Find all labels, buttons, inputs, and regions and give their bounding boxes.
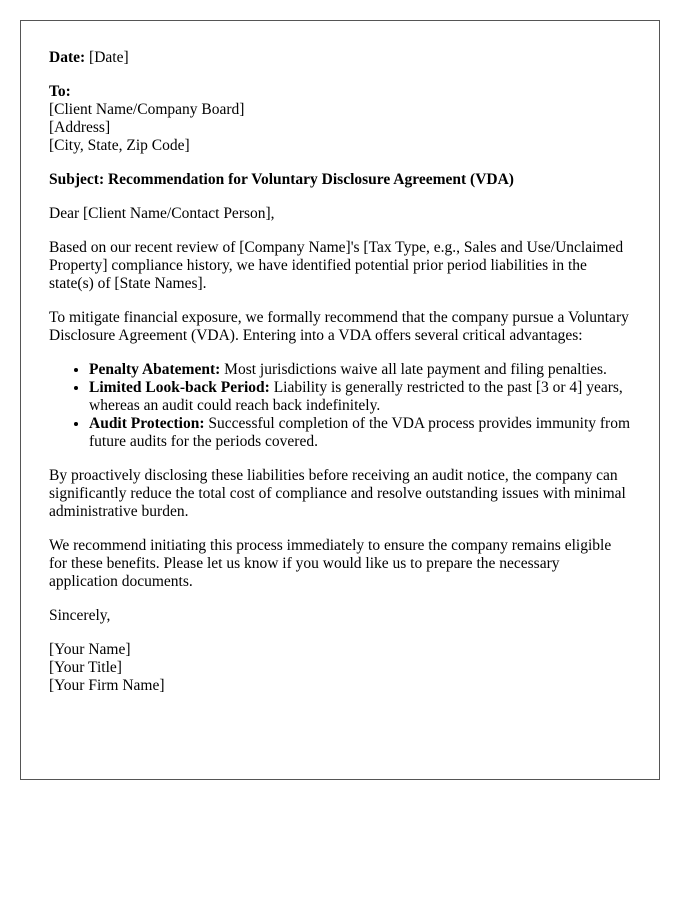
salutation: Dear [Client Name/Contact Person], bbox=[49, 205, 275, 222]
date-value: [Date] bbox=[89, 49, 129, 66]
to-label: To: bbox=[49, 83, 71, 100]
benefit-text: Liability is generally restricted to the past [3 or 4] years, whereas an audit could reach back indefinitely. bbox=[89, 379, 623, 414]
paragraph-disclosure: By proactively disclosing these liabilities before receiving an audit notice, the company can significantly reduce the total cost of compliance and resolve outstanding issues with minimal administrative burden. bbox=[49, 467, 626, 520]
benefit-item bbox=[89, 361, 631, 379]
signature-name: [Your Name] bbox=[49, 641, 131, 658]
recipient-city-state-zip: [City, State, Zip Code] bbox=[49, 137, 190, 154]
recipient-block bbox=[49, 83, 631, 155]
benefits-list bbox=[49, 361, 631, 451]
closing: Sincerely, bbox=[49, 607, 111, 624]
subject-line: Subject: Recommendation for Voluntary Disclosure Agreement (VDA) bbox=[49, 171, 514, 188]
benefit-item bbox=[89, 415, 631, 451]
recipient-address: [Address] bbox=[49, 119, 111, 136]
date-label: Date: bbox=[49, 49, 86, 66]
benefit-title: Audit Protection: bbox=[89, 415, 205, 432]
paragraph-recommendation: To mitigate financial exposure, we formally recommend that the company pursue a Voluntary Disclosure Agreement (VDA). Entering into a VDA offers several critical advantages: bbox=[49, 309, 629, 344]
benefit-title: Limited Look-back Period: bbox=[89, 379, 270, 396]
letter-document bbox=[20, 20, 660, 780]
signature-firm: [Your Firm Name] bbox=[49, 677, 165, 694]
benefit-item bbox=[89, 379, 631, 415]
benefit-text: Most jurisdictions waive all late payment and filing penalties. bbox=[220, 361, 607, 378]
paragraph-next-steps: We recommend initiating this process immediately to ensure the company remains eligible for these benefits. Please let us know if you would like us to prepare the necessary application documents. bbox=[49, 537, 612, 590]
signature-block bbox=[49, 641, 631, 695]
benefit-text: Successful completion of the VDA process provides immunity from future audits for the periods covered. bbox=[89, 415, 631, 450]
signature-title: [Your Title] bbox=[49, 659, 122, 676]
paragraph-review: Based on our recent review of [Company Name]'s [Tax Type, e.g., Sales and Use/Unclaimed Property] compliance history, we have identified potential prior period liabilities in the state(s) of [State Names]. bbox=[49, 239, 624, 292]
date-line bbox=[49, 49, 631, 67]
benefit-title: Penalty Abatement: bbox=[89, 361, 221, 378]
recipient-name: [Client Name/Company Board] bbox=[49, 101, 245, 118]
